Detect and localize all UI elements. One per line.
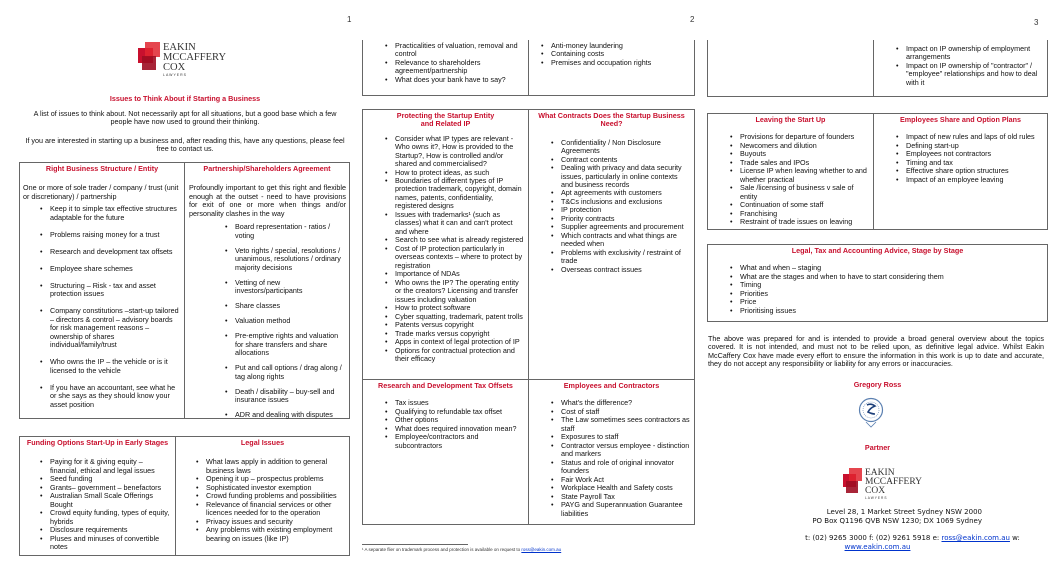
list-item: • Crowd funding problems and possibilities — [206, 492, 345, 500]
stage-heading: Legal, Tax and Accounting Advice, Stage by Stage — [791, 246, 964, 255]
list-item: • Importance of NDAs — [395, 270, 524, 278]
contracts-heading — [529, 110, 694, 132]
page-title: Issues to Think About if Starting a Business — [109, 94, 261, 103]
firm-logo-footer — [843, 467, 943, 505]
list-item: • Supplier agreements and procurement — [561, 223, 690, 231]
footnote-text: ¹ A separate flier on trademark process and protection is available on request to — [362, 547, 522, 552]
author-role: Partner — [864, 443, 891, 452]
list-item: • Pre-emptive rights and valuation for share transfers and share allocations — [235, 332, 345, 357]
list-item: • Prioritising issues — [740, 307, 1043, 315]
structure-column — [20, 163, 185, 418]
funding-legal-table — [19, 436, 350, 556]
list-item: • What and when – staging — [740, 264, 1043, 272]
ip-heading-line-2: and Related IP — [420, 119, 471, 129]
accreditation-seal-icon — [858, 395, 884, 429]
p2-continued-right — [529, 40, 694, 95]
list-item: • Opening it up – prospectus problems — [206, 475, 345, 483]
list-item: • License IP when leaving whether to and whether practical — [740, 167, 869, 184]
logo-tagline: LAWYERS — [163, 72, 187, 77]
list-item: • Restraint of trade issues on leaving — [740, 218, 869, 226]
p2-top-right-list — [529, 40, 694, 67]
logo-line-1: EAKIN — [163, 42, 196, 53]
list-item: • How to protect software — [395, 304, 524, 312]
leaving-column — [708, 114, 874, 229]
list-item: • Contractor versus employee - distinction and markers — [561, 442, 690, 459]
trademark-footnote — [362, 547, 702, 552]
rd-employees-table — [362, 379, 695, 525]
employees-column — [529, 380, 694, 524]
list-item: • Sophisticated investor exemption — [206, 484, 345, 492]
list-item: • Search to see what is already registered — [395, 236, 524, 244]
list-item: • Employee share schemes — [50, 265, 180, 273]
list-item: • Issues with trademarks¹ (such as classes) what it can and can't protect and where — [395, 211, 524, 236]
list-item: • Disclosure requirements — [50, 526, 171, 534]
list-item: • Practicalities of valuation, removal and control — [395, 42, 524, 59]
list-item: • Workplace Health and Safety costs — [561, 484, 690, 492]
p2-continued-left — [363, 40, 529, 95]
contracts-column — [529, 110, 694, 380]
employees-list — [529, 399, 694, 518]
list-item: • Australian Small Scale Offerings Bought — [50, 492, 171, 509]
footnote-rule — [362, 544, 468, 545]
list-item: • Overseas contract issues — [561, 266, 690, 274]
list-item: • Who owns the IP? The operating entity or the creators? Licensing and transfer issues including valuation — [395, 279, 524, 304]
list-item: • Relevance of financial services or other licences needed for to the operation — [206, 501, 345, 518]
list-item: • Boundaries of different types of IP protection trademark, copyright, domain names, patents, confidentiality, registered designs — [395, 177, 524, 211]
list-item: • Grants– government – benefactors — [50, 484, 171, 492]
contact-paragraph: If you are interested in starting up a business and, after reading this, have any questions, please feel free to contact us. — [25, 136, 345, 154]
list-item: • Provisions for departure of founders — [740, 133, 869, 141]
contracts-list — [529, 139, 694, 275]
list-item: • Newcomers and dilution — [740, 142, 869, 150]
employees-heading: Employees and Contractors — [563, 381, 660, 390]
list-item: • Tax issues — [395, 399, 524, 407]
leaving-heading: Leaving the Start Up — [755, 115, 826, 124]
rd-heading: Research and Development Tax Offsets — [378, 381, 513, 390]
list-item: • Impact on IP ownership of employment arrangements — [906, 45, 1043, 62]
funding-heading: Funding Options Start-Up in Early Stages — [26, 438, 169, 447]
list-item: • Veto rights / special, resolutions / unanimous, resolutions / ordinary majority decisions — [235, 247, 345, 272]
footnote-email-link[interactable]: ross@eakin.com.au — [521, 547, 562, 552]
structure-lead: One or more of sole trader / company / trust (unit or discretionary) / partnership — [23, 183, 179, 201]
list-item: • Trade sales and IPOs — [740, 159, 869, 167]
list-item: • Keep it to simple tax effective structures adaptable for the future — [50, 205, 180, 222]
stage-box — [707, 244, 1048, 322]
list-item: • Crowd equity funding, types of equity, hybrids — [50, 509, 171, 526]
list-item: • Timing and tax — [906, 159, 1043, 167]
address-line-2: PO Box Q1196 QVB NSW 1230; DX 1069 Sydney — [812, 516, 982, 525]
logo-tagline: LAWYERS — [865, 496, 888, 501]
list-item: • State Payroll Tax — [561, 493, 690, 501]
contact-block — [707, 534, 1048, 552]
contracts-heading-line-1: What Contracts Does the Startup Business — [538, 111, 685, 120]
p2-continued-table — [362, 40, 695, 96]
list-item: • Paying for it & giving equity – financial, ethical and legal issues — [50, 458, 171, 475]
page-number-2: 2 — [690, 15, 695, 24]
list-item: • Valuation method — [235, 317, 345, 325]
ip-contracts-table — [362, 109, 695, 381]
list-item: • Sale /licensing of business v sale of entity — [740, 184, 869, 201]
list-item: • If you have an accountant, see what he or she says as they should know your asset position — [50, 384, 180, 409]
list-item: • Consider what IP types are relevant - Who owns it?, How is provided to the Startup?, How is controlled and/or shared and commercialised? — [395, 135, 524, 169]
list-item: • What does required innovation mean? — [395, 425, 524, 433]
list-item: • Continuation of some staff — [740, 201, 869, 209]
list-item: • Death / disability – buy-sell and insurance issues — [235, 388, 345, 405]
list-item: • Employee/contractors and subcontractors — [395, 433, 524, 450]
list-item: • Seed funding — [50, 475, 171, 483]
list-item: • Share classes — [235, 302, 345, 310]
list-item: • IP protection — [561, 206, 690, 214]
legal-column — [176, 437, 349, 555]
list-item: • Options for contractual protection and their efficacy — [395, 347, 524, 364]
structure-partnership-table — [19, 162, 350, 419]
email-link[interactable]: ross@eakin.com.au — [941, 534, 1010, 542]
funding-column — [20, 437, 176, 555]
list-item: • Board representation - ratios / voting — [235, 223, 345, 240]
list-item: • Impact on IP ownership of "contractor" / "employee" relationships and how to deal with it — [906, 62, 1043, 87]
funding-list — [20, 458, 175, 551]
list-item: • Other options — [395, 416, 524, 424]
logo-line-1: EAKIN — [865, 468, 895, 478]
structure-heading: Right Business Structure / Entity — [45, 164, 159, 173]
list-item: • Who owns the IP – the vehicle or is it licensed to the vehicle — [50, 358, 180, 375]
list-item: • Contract contents — [561, 156, 690, 164]
p3-continued-left — [708, 40, 874, 96]
list-item: • Privacy issues and security — [206, 518, 345, 526]
list-item: • Defining start-up — [906, 142, 1043, 150]
list-item: • Confidentiality / Non Disclosure Agreements — [561, 139, 690, 156]
logo-line-2: MCCAFFERY — [865, 477, 923, 488]
list-item: • What does your bank have to say? — [395, 76, 524, 84]
esop-heading: Employees Share and Option Plans — [899, 115, 1022, 124]
list-item: • Apps in context of legal protection of IP — [395, 338, 524, 346]
list-item: • Pluses and minuses of convertible notes — [50, 535, 171, 552]
list-item: • What's the difference? — [561, 399, 690, 407]
list-item: • The Law sometimes sees contractors as staff — [561, 416, 690, 433]
list-item: • What laws apply in addition to general business laws — [206, 458, 345, 475]
esop-column — [874, 114, 1047, 229]
p3-top-list — [874, 40, 1047, 87]
list-item: • Vetting of new investors/participants — [235, 279, 345, 296]
address-line-1: Level 28, 1 Market Street Sydney NSW 2000 — [826, 508, 982, 516]
phone-fax-text: t: (02) 9265 3000 f: (02) 9261 5918 e: — [805, 534, 942, 542]
stage-list — [708, 264, 1047, 315]
ip-list — [363, 135, 528, 364]
intro-paragraph: A list of issues to think about. Not necessarily apt for all situations, but a good base which a few people have now used to ground their thinking. — [33, 109, 337, 127]
author-name: Gregory Ross — [853, 380, 902, 389]
list-item: • Trade marks versus copyright — [395, 330, 524, 338]
list-item: • Containing costs — [551, 50, 690, 58]
list-item: • Qualifying to refundable tax offset — [395, 408, 524, 416]
list-item: • Apt agreements with customers — [561, 189, 690, 197]
legal-list — [176, 458, 349, 543]
list-item: • Exposures to staff — [561, 433, 690, 441]
list-item: • Employees not contractors — [906, 150, 1043, 158]
list-item: • Timing — [740, 281, 1043, 289]
p2-top-left-list — [363, 40, 528, 84]
p3-continued-table — [707, 40, 1048, 97]
leaving-list — [708, 133, 873, 226]
rd-list — [363, 399, 528, 450]
list-item: • Dealing with privacy and data security issues, particularly in online contexts and business records — [561, 164, 690, 189]
legal-heading: Legal Issues — [240, 438, 285, 447]
list-item: • Problems with exclusivity / restraint of trade — [561, 249, 690, 266]
list-item: • How to protect ideas, as such — [395, 169, 524, 177]
ip-heading-line-1: Protecting the Startup Entity — [396, 111, 495, 120]
logo-line-2: MCCAFFERY — [163, 51, 227, 63]
list-item: • T&Cs inclusions and exclusions — [561, 198, 690, 206]
list-item: • Premises and occupation rights — [551, 59, 690, 67]
structure-list — [20, 205, 184, 409]
web-label: w: — [1009, 534, 1020, 542]
list-item: • Status and role of original innovator founders — [561, 459, 690, 476]
list-item: • Which contracts and what things are needed when — [561, 232, 690, 249]
ip-column — [363, 110, 529, 380]
partnership-column — [185, 163, 349, 418]
list-item: • Effective share option structures — [906, 167, 1043, 175]
list-item: • Fair Work Act — [561, 476, 690, 484]
ip-heading — [363, 110, 528, 132]
list-item: • PAYG and Superannuation Guarantee liabilities — [561, 501, 690, 518]
list-item: • Cyber squatting, trademark, patent trolls — [395, 313, 524, 321]
list-item: • Cost of staff — [561, 408, 690, 416]
address-block — [707, 508, 1048, 526]
list-item: • ADR and dealing with disputes — [235, 411, 345, 419]
list-item: • Put and call options / drag along / tag along rights — [235, 364, 345, 381]
list-item: • Structuring – Risk - tax and asset protection issues — [50, 282, 180, 299]
p3-continued-right — [874, 40, 1047, 96]
partnership-list — [185, 223, 349, 419]
list-item: • Buyouts — [740, 150, 869, 158]
list-item: • Impact of new rules and laps of old rules — [906, 133, 1043, 141]
list-item: • Patents versus copyright — [395, 321, 524, 329]
list-item: • Company constitutions –start-up tailored – directors & control – advisory boards for risk management reasons – ownership of shares individual/family/trust — [50, 307, 180, 349]
list-item: • Research and development tax offsets — [50, 248, 180, 256]
list-item: • Franchising — [740, 210, 869, 218]
website-link[interactable]: www.eakin.com.au — [844, 543, 911, 552]
list-item: • Price — [740, 298, 1043, 306]
list-item: • Anti-money laundering — [551, 42, 690, 50]
disclaimer-paragraph: The above was prepared for and is intended to provide a broad general overview about the topics covered. It is not intended, and must not to be relied upon, as definitive legal advice. Whilst Eakin McCaffery Cox have made every effort to ensure the information in this work is up to date and accurate, they do not accept any responsibility or liability for any errors or inaccuracies. — [708, 334, 1044, 369]
leaving-esop-table — [707, 113, 1048, 230]
partnership-lead: Profoundly important to get this right and flexible enough at the outset - need to have provisions for exit of one or more when things and/or personality clashes in the way — [189, 183, 346, 218]
page-number-3: 3 — [1034, 18, 1039, 27]
list-item: • Relevance to shareholders agreement/partnership — [395, 59, 524, 76]
list-item: • Priorities — [740, 290, 1043, 298]
list-item: • Problems raising money for a trust — [50, 231, 180, 239]
list-item: • Priority contracts — [561, 215, 690, 223]
list-item: • Cost of IP protection particularly in overseas contexts – where to protect by registration — [395, 245, 524, 270]
partnership-heading: Partnership/Shareholders Agreement — [203, 164, 331, 173]
logo-line-3: COX — [865, 486, 886, 497]
page-number-1: 1 — [347, 15, 352, 24]
list-item: • Any problems with existing employment bearing on issues (like IP) — [206, 526, 345, 543]
list-item: • What are the stages and when to have to start considering them — [740, 273, 1043, 281]
logo-line-3: COX — [163, 61, 186, 73]
esop-list — [874, 133, 1047, 184]
list-item: • Impact of an employee leaving — [906, 176, 1043, 184]
contracts-heading-line-2: Need? — [600, 119, 623, 129]
rd-column — [363, 380, 529, 524]
firm-logo — [138, 40, 238, 82]
